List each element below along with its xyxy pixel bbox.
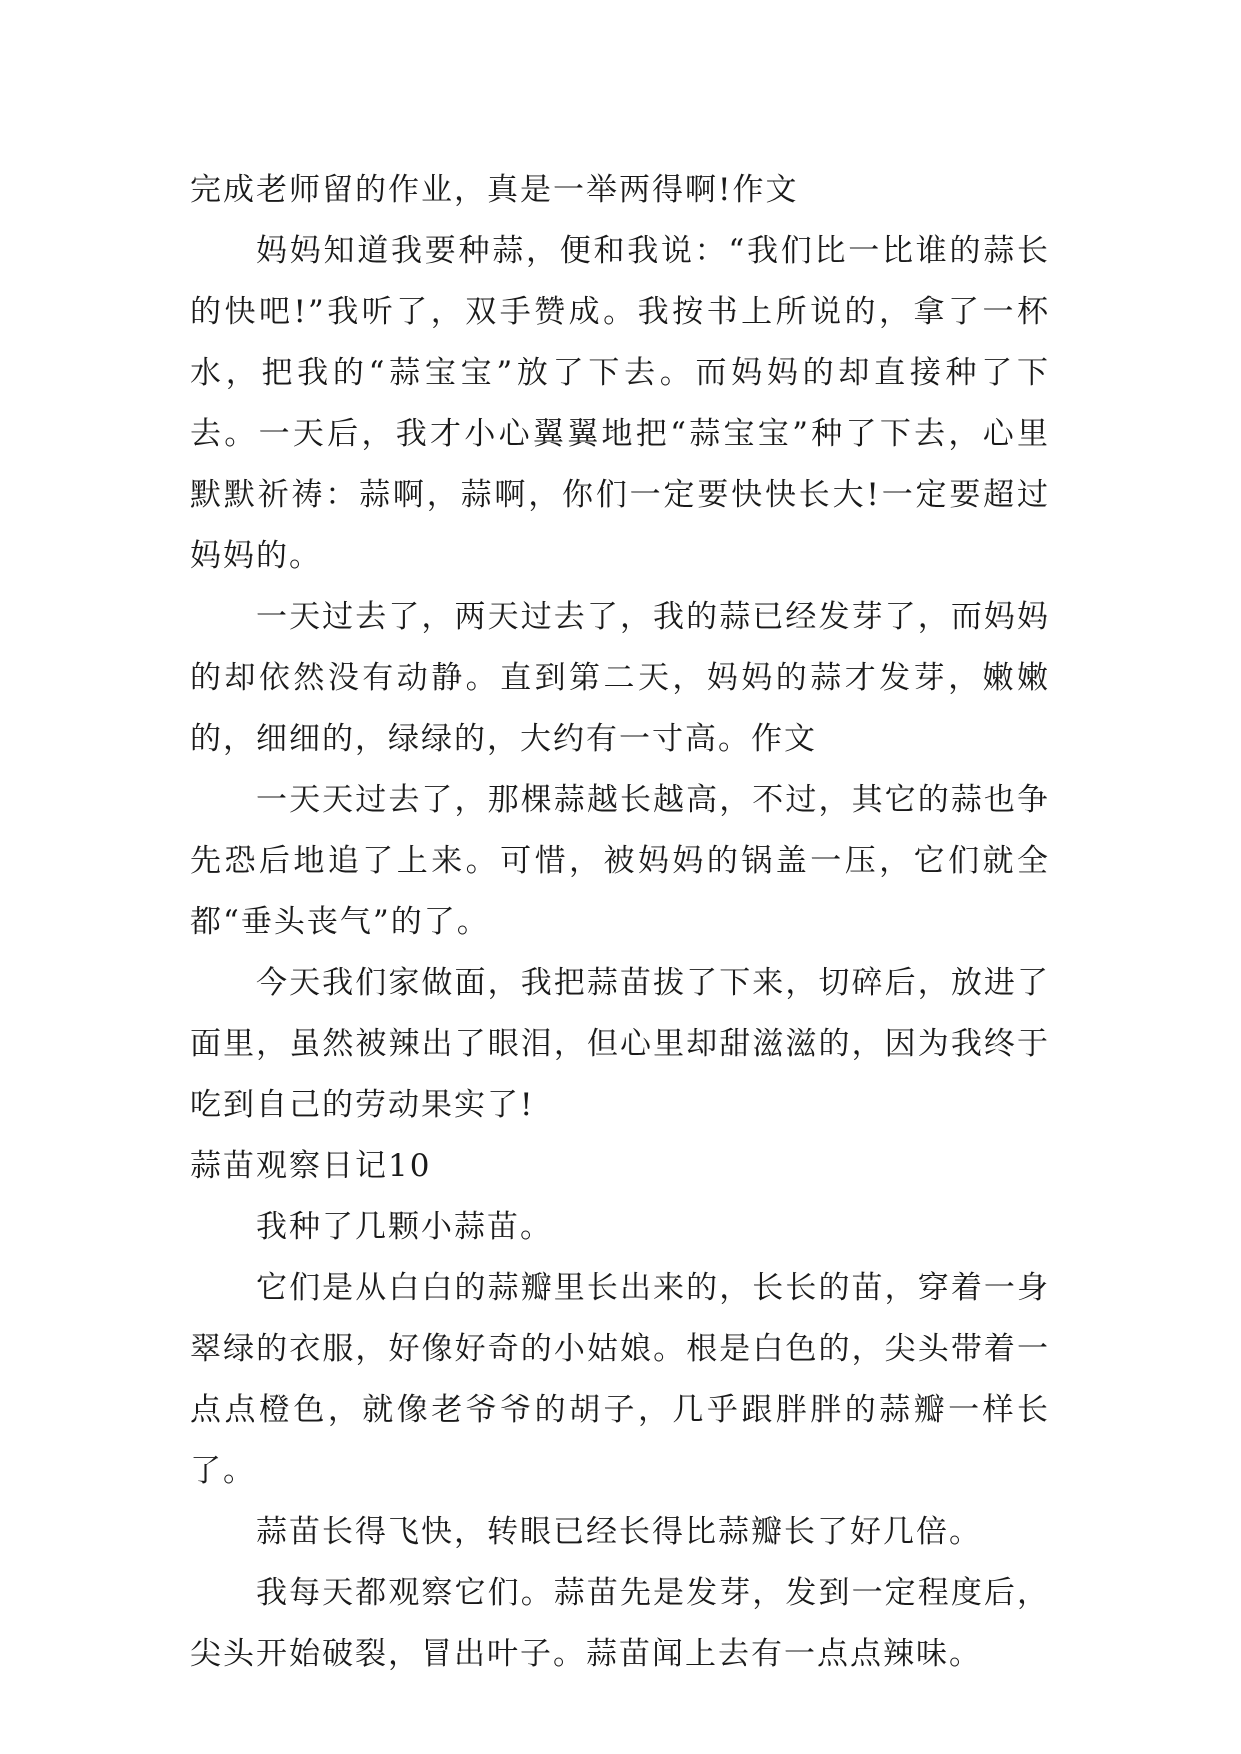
paragraph-garlic-race: 妈妈知道我要种蒜，便和我说：“我们比一比谁的蒜长的快吧!”我听了，双手赞成。我按书上所说的，拿了一杯水，把我的“蒜宝宝”放了下去。而妈妈的却直接种了下去。一天后，我才小心翼翼地把“蒜宝宝”种了下去，心里默默祈祷：蒜啊，蒜啊，你们一定要快快长大!一定要超过妈妈的。	[190, 233, 1050, 574]
paragraph-description: 它们是从白白的蒜瓣里长出来的，长长的苗，穿着一身翠绿的衣服，好像好奇的小姑娘。根是白色的，尖头带着一点点橙色，就像老爷爷的胡子，几乎跟胖胖的蒜瓣一样长了。	[190, 1270, 1050, 1489]
paragraph-sprouting: 一天过去了，两天过去了，我的蒜已经发芽了，而妈妈的却依然没有动静。直到第二天，妈妈的蒜才发芽，嫩嫩的，细细的，绿绿的，大约有一寸高。作文	[190, 599, 1050, 757]
document-body	[190, 160, 1050, 1685]
paragraph-growing: 一天天过去了，那棵蒜越长越高，不过，其它的蒜也争先恐后地追了上来。可惜，被妈妈的锅盖一压，它们就全都“垂头丧气”的了。	[190, 782, 1050, 940]
paragraph-observation: 我每天都观察它们。蒜苗先是发芽，发到一定程度后，尖头开始破裂，冒出叶子。蒜苗闻上去有一点点辣味。	[190, 1575, 1050, 1672]
paragraph-planting: 我种了几颗小蒜苗。	[256, 1209, 553, 1245]
section-title: 蒜苗观察日记10	[190, 1148, 432, 1184]
paragraph-continuation: 完成老师留的作业，真是一举两得啊!作文	[190, 172, 799, 208]
paragraph-harvest: 今天我们家做面，我把蒜苗拔了下来，切碎后，放进了面里，虽然被辣出了眼泪，但心里却甜滋滋的，因为我终于吃到自己的劳动果实了!	[190, 965, 1050, 1123]
paragraph-fast-growth: 蒜苗长得飞快，转眼已经长得比蒜瓣长了好几倍。	[256, 1514, 982, 1550]
